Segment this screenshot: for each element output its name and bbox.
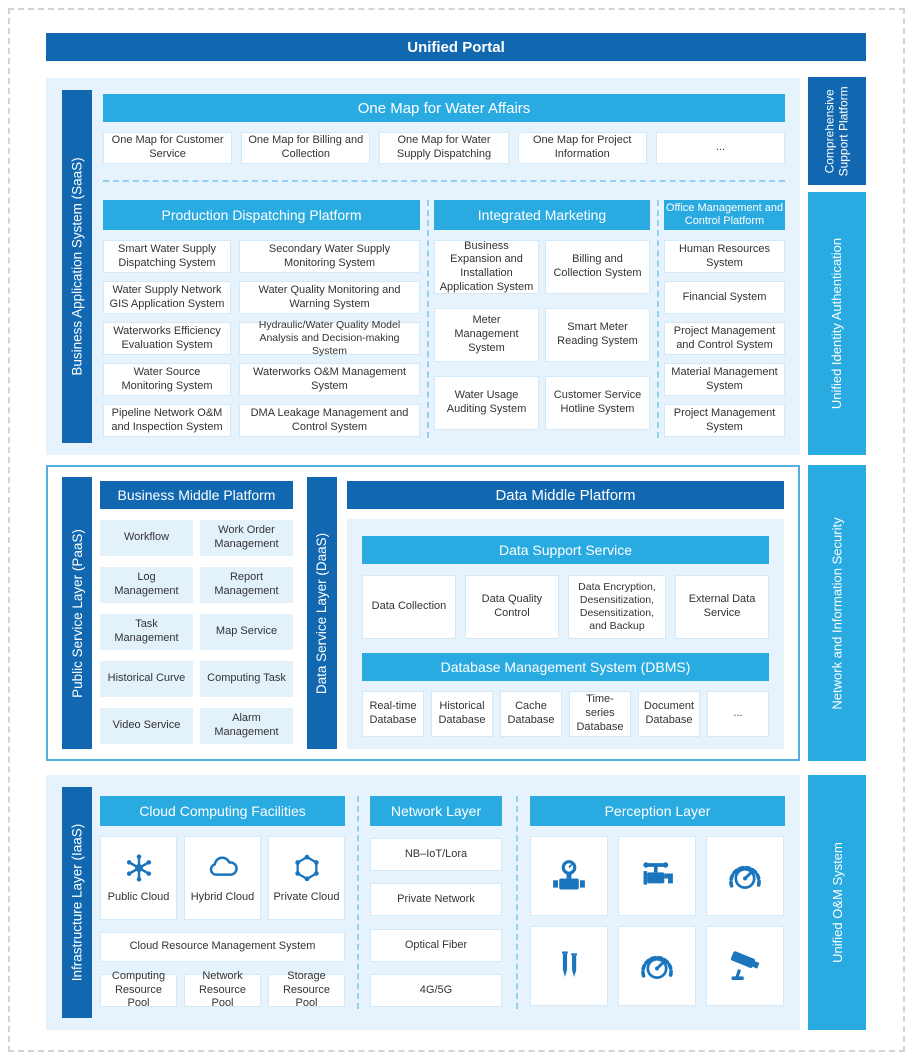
iaas-divider-2 bbox=[516, 796, 518, 1009]
resource-pools-row bbox=[100, 969, 345, 1010]
business-middle-item: Map Service bbox=[200, 614, 293, 650]
iaas-side-bar bbox=[62, 787, 92, 1018]
production-item: Pipeline Network O&M and Inspection System bbox=[103, 404, 231, 437]
perception-tile bbox=[530, 836, 608, 916]
business-middle-grid bbox=[100, 520, 293, 744]
production-item: Water Supply Network GIS Application System bbox=[103, 281, 231, 314]
production-item: Water Source Monitoring System bbox=[103, 363, 231, 396]
one-map-header-label: One Map for Water Affairs bbox=[357, 99, 531, 117]
paas-side-bar bbox=[62, 477, 92, 749]
production-item: Hydraulic/Water Quality Model Analysis and Decision-making System bbox=[239, 322, 420, 355]
dbms-header bbox=[362, 653, 769, 681]
unified-portal-label: Unified Portal bbox=[407, 38, 505, 56]
data-support-item: Data Encryption, Desensitization, Desensitization, and Backup bbox=[568, 575, 666, 639]
valve-icon bbox=[635, 854, 679, 898]
production-item: Water Quality Monitoring and Warning System bbox=[239, 281, 420, 314]
business-middle-header bbox=[100, 481, 293, 509]
paas-side-label: Public Service Layer (PaaS) bbox=[69, 528, 85, 698]
data-support-item: Data Quality Control bbox=[465, 575, 559, 639]
one-map-row bbox=[103, 132, 785, 164]
business-middle-item: Report Management bbox=[200, 567, 293, 603]
cloud-tile-hybrid bbox=[184, 836, 261, 920]
iaas-side-label: Infrastructure Layer (IaaS) bbox=[69, 823, 85, 982]
cloud-facilities-header bbox=[100, 796, 345, 826]
saas-divider-1 bbox=[427, 200, 429, 438]
pressure-gauge-icon bbox=[723, 854, 767, 898]
hybrid-cloud-icon bbox=[205, 851, 241, 885]
dbms-row bbox=[362, 691, 769, 737]
dbms-item: Document Database bbox=[638, 691, 700, 737]
cloud-tile-public bbox=[100, 836, 177, 920]
right-bar-network-security-label: Network and Information Security bbox=[829, 516, 845, 710]
network-item: NB–IoT/Lora bbox=[370, 838, 502, 871]
network-item: 4G/5G bbox=[370, 974, 502, 1007]
cloud-resource-mgmt-box: Cloud Resource Management System bbox=[100, 932, 345, 962]
data-middle-panel bbox=[347, 519, 784, 749]
data-middle-header bbox=[347, 481, 784, 509]
paas-section bbox=[46, 465, 800, 761]
unified-portal-bar bbox=[46, 33, 866, 61]
daas-side-bar bbox=[307, 477, 337, 749]
production-item: DMA Leakage Management and Control System bbox=[239, 404, 420, 437]
private-cloud-icon bbox=[290, 851, 324, 885]
business-middle-item: Task Management bbox=[100, 614, 193, 650]
data-middle-header-label: Data Middle Platform bbox=[495, 486, 636, 504]
one-map-item: One Map for Water Supply Dispatching bbox=[379, 132, 508, 164]
office-grid bbox=[664, 240, 785, 437]
marketing-item: Smart Meter Reading System bbox=[545, 308, 650, 362]
saas-side-label: Business Application System (SaaS) bbox=[69, 157, 85, 376]
marketing-item: Meter Management System bbox=[434, 308, 539, 362]
production-item: Waterworks O&M Management System bbox=[239, 363, 420, 396]
business-middle-item: Log Management bbox=[100, 567, 193, 603]
network-item: Private Network bbox=[370, 883, 502, 916]
one-map-header bbox=[103, 94, 785, 122]
integrated-marketing-header-label: Integrated Marketing bbox=[477, 207, 607, 223]
resource-pool-item: Storage Resource Pool bbox=[268, 974, 345, 1007]
dbms-item: Historical Database bbox=[431, 691, 493, 737]
one-map-item-more: ... bbox=[656, 132, 785, 164]
resource-pool-item: Computing Resource Pool bbox=[100, 974, 177, 1007]
office-platform-header bbox=[664, 200, 785, 230]
right-bar-unified-oam bbox=[808, 775, 866, 1030]
right-bar-comprehensive-support-label: Comprehensive Support Platform bbox=[822, 85, 851, 177]
dbms-item-more: ... bbox=[707, 691, 769, 737]
cloud-tiles-row bbox=[100, 836, 345, 920]
network-item: Optical Fiber bbox=[370, 929, 502, 962]
marketing-item: Water Usage Auditing System bbox=[434, 376, 539, 430]
network-layer-header-label: Network Layer bbox=[390, 803, 482, 819]
saas-section bbox=[46, 78, 800, 455]
perception-tile bbox=[618, 836, 696, 916]
cloud-tile-label: Hybrid Cloud bbox=[190, 891, 255, 904]
cloud-tile-label: Private Cloud bbox=[273, 891, 340, 904]
dbms-item: Cache Database bbox=[500, 691, 562, 737]
public-cloud-icon bbox=[122, 851, 156, 885]
office-item: Project Management and Control System bbox=[664, 322, 785, 355]
one-map-item: One Map for Project Information bbox=[518, 132, 647, 164]
perception-tile bbox=[706, 836, 784, 916]
perception-tile bbox=[618, 926, 696, 1006]
business-middle-item: Historical Curve bbox=[100, 661, 193, 697]
data-support-row bbox=[362, 575, 769, 639]
cloud-facilities-header-label: Cloud Computing Facilities bbox=[139, 803, 306, 819]
office-item: Project Management System bbox=[664, 404, 785, 437]
saas-divider-2 bbox=[657, 200, 659, 438]
sensor-probes-icon bbox=[547, 944, 591, 988]
perception-tile bbox=[530, 926, 608, 1006]
business-middle-item: Computing Task bbox=[200, 661, 293, 697]
marketing-item: Customer Service Hotline System bbox=[545, 376, 650, 430]
office-item: Material Management System bbox=[664, 363, 785, 396]
network-layer-header bbox=[370, 796, 502, 826]
office-platform-header-label: Office Management and Control Platform bbox=[665, 202, 784, 227]
data-support-item: External Data Service bbox=[675, 575, 769, 639]
dbms-header-label: Database Management System (DBMS) bbox=[440, 659, 691, 675]
water-meter-icon bbox=[547, 854, 591, 898]
one-map-item: One Map for Customer Service bbox=[103, 132, 232, 164]
perception-layer-header-label: Perception Layer bbox=[604, 803, 711, 819]
saas-side-bar bbox=[62, 90, 92, 443]
business-middle-header-label: Business Middle Platform bbox=[117, 487, 276, 503]
marketing-item: Billing and Collection System bbox=[545, 240, 650, 294]
cloud-tile-private bbox=[268, 836, 345, 920]
production-platform-header-label: Production Dispatching Platform bbox=[161, 207, 362, 223]
business-middle-item: Work Order Management bbox=[200, 520, 293, 556]
cctv-camera-icon bbox=[723, 944, 767, 988]
dbms-item: Time-series Database bbox=[569, 691, 631, 737]
right-bar-network-security bbox=[808, 465, 866, 761]
daas-side-label: Data Service Layer (DaaS) bbox=[314, 532, 330, 694]
office-item: Human Resources System bbox=[664, 240, 785, 273]
business-middle-item: Workflow bbox=[100, 520, 193, 556]
data-support-item: Data Collection bbox=[362, 575, 456, 639]
cloud-tile-label: Public Cloud bbox=[107, 891, 170, 904]
right-bar-unified-oam-label: Unified O&M System bbox=[829, 842, 845, 963]
pressure-gauge-icon bbox=[635, 944, 679, 988]
saas-horizontal-divider bbox=[103, 180, 785, 182]
office-item: Financial System bbox=[664, 281, 785, 314]
data-support-header-label: Data Support Service bbox=[498, 542, 633, 558]
production-item: Smart Water Supply Dispatching System bbox=[103, 240, 231, 273]
perception-layer-header bbox=[530, 796, 785, 826]
resource-pool-item: Network Resource Pool bbox=[184, 974, 261, 1007]
right-bar-identity-auth-label: Unified Identity Authentication bbox=[829, 237, 845, 410]
iaas-divider-1 bbox=[357, 796, 359, 1009]
perception-grid bbox=[530, 836, 785, 1006]
marketing-grid bbox=[434, 240, 650, 430]
dbms-item: Real-time Database bbox=[362, 691, 424, 737]
iaas-section bbox=[46, 775, 800, 1030]
production-platform-header bbox=[103, 200, 420, 230]
business-middle-item: Alarm Management bbox=[200, 708, 293, 744]
business-middle-item: Video Service bbox=[100, 708, 193, 744]
right-bar-identity-auth bbox=[808, 192, 866, 455]
one-map-item: One Map for Billing and Collection bbox=[241, 132, 370, 164]
production-grid bbox=[103, 240, 420, 437]
marketing-item: Business Expansion and Installation Application System bbox=[434, 240, 539, 294]
right-bar-comprehensive-support bbox=[808, 77, 866, 185]
perception-tile bbox=[706, 926, 784, 1006]
integrated-marketing-header bbox=[434, 200, 650, 230]
data-support-header bbox=[362, 536, 769, 564]
production-item: Waterworks Efficiency Evaluation System bbox=[103, 322, 231, 355]
production-item: Secondary Water Supply Monitoring System bbox=[239, 240, 420, 273]
